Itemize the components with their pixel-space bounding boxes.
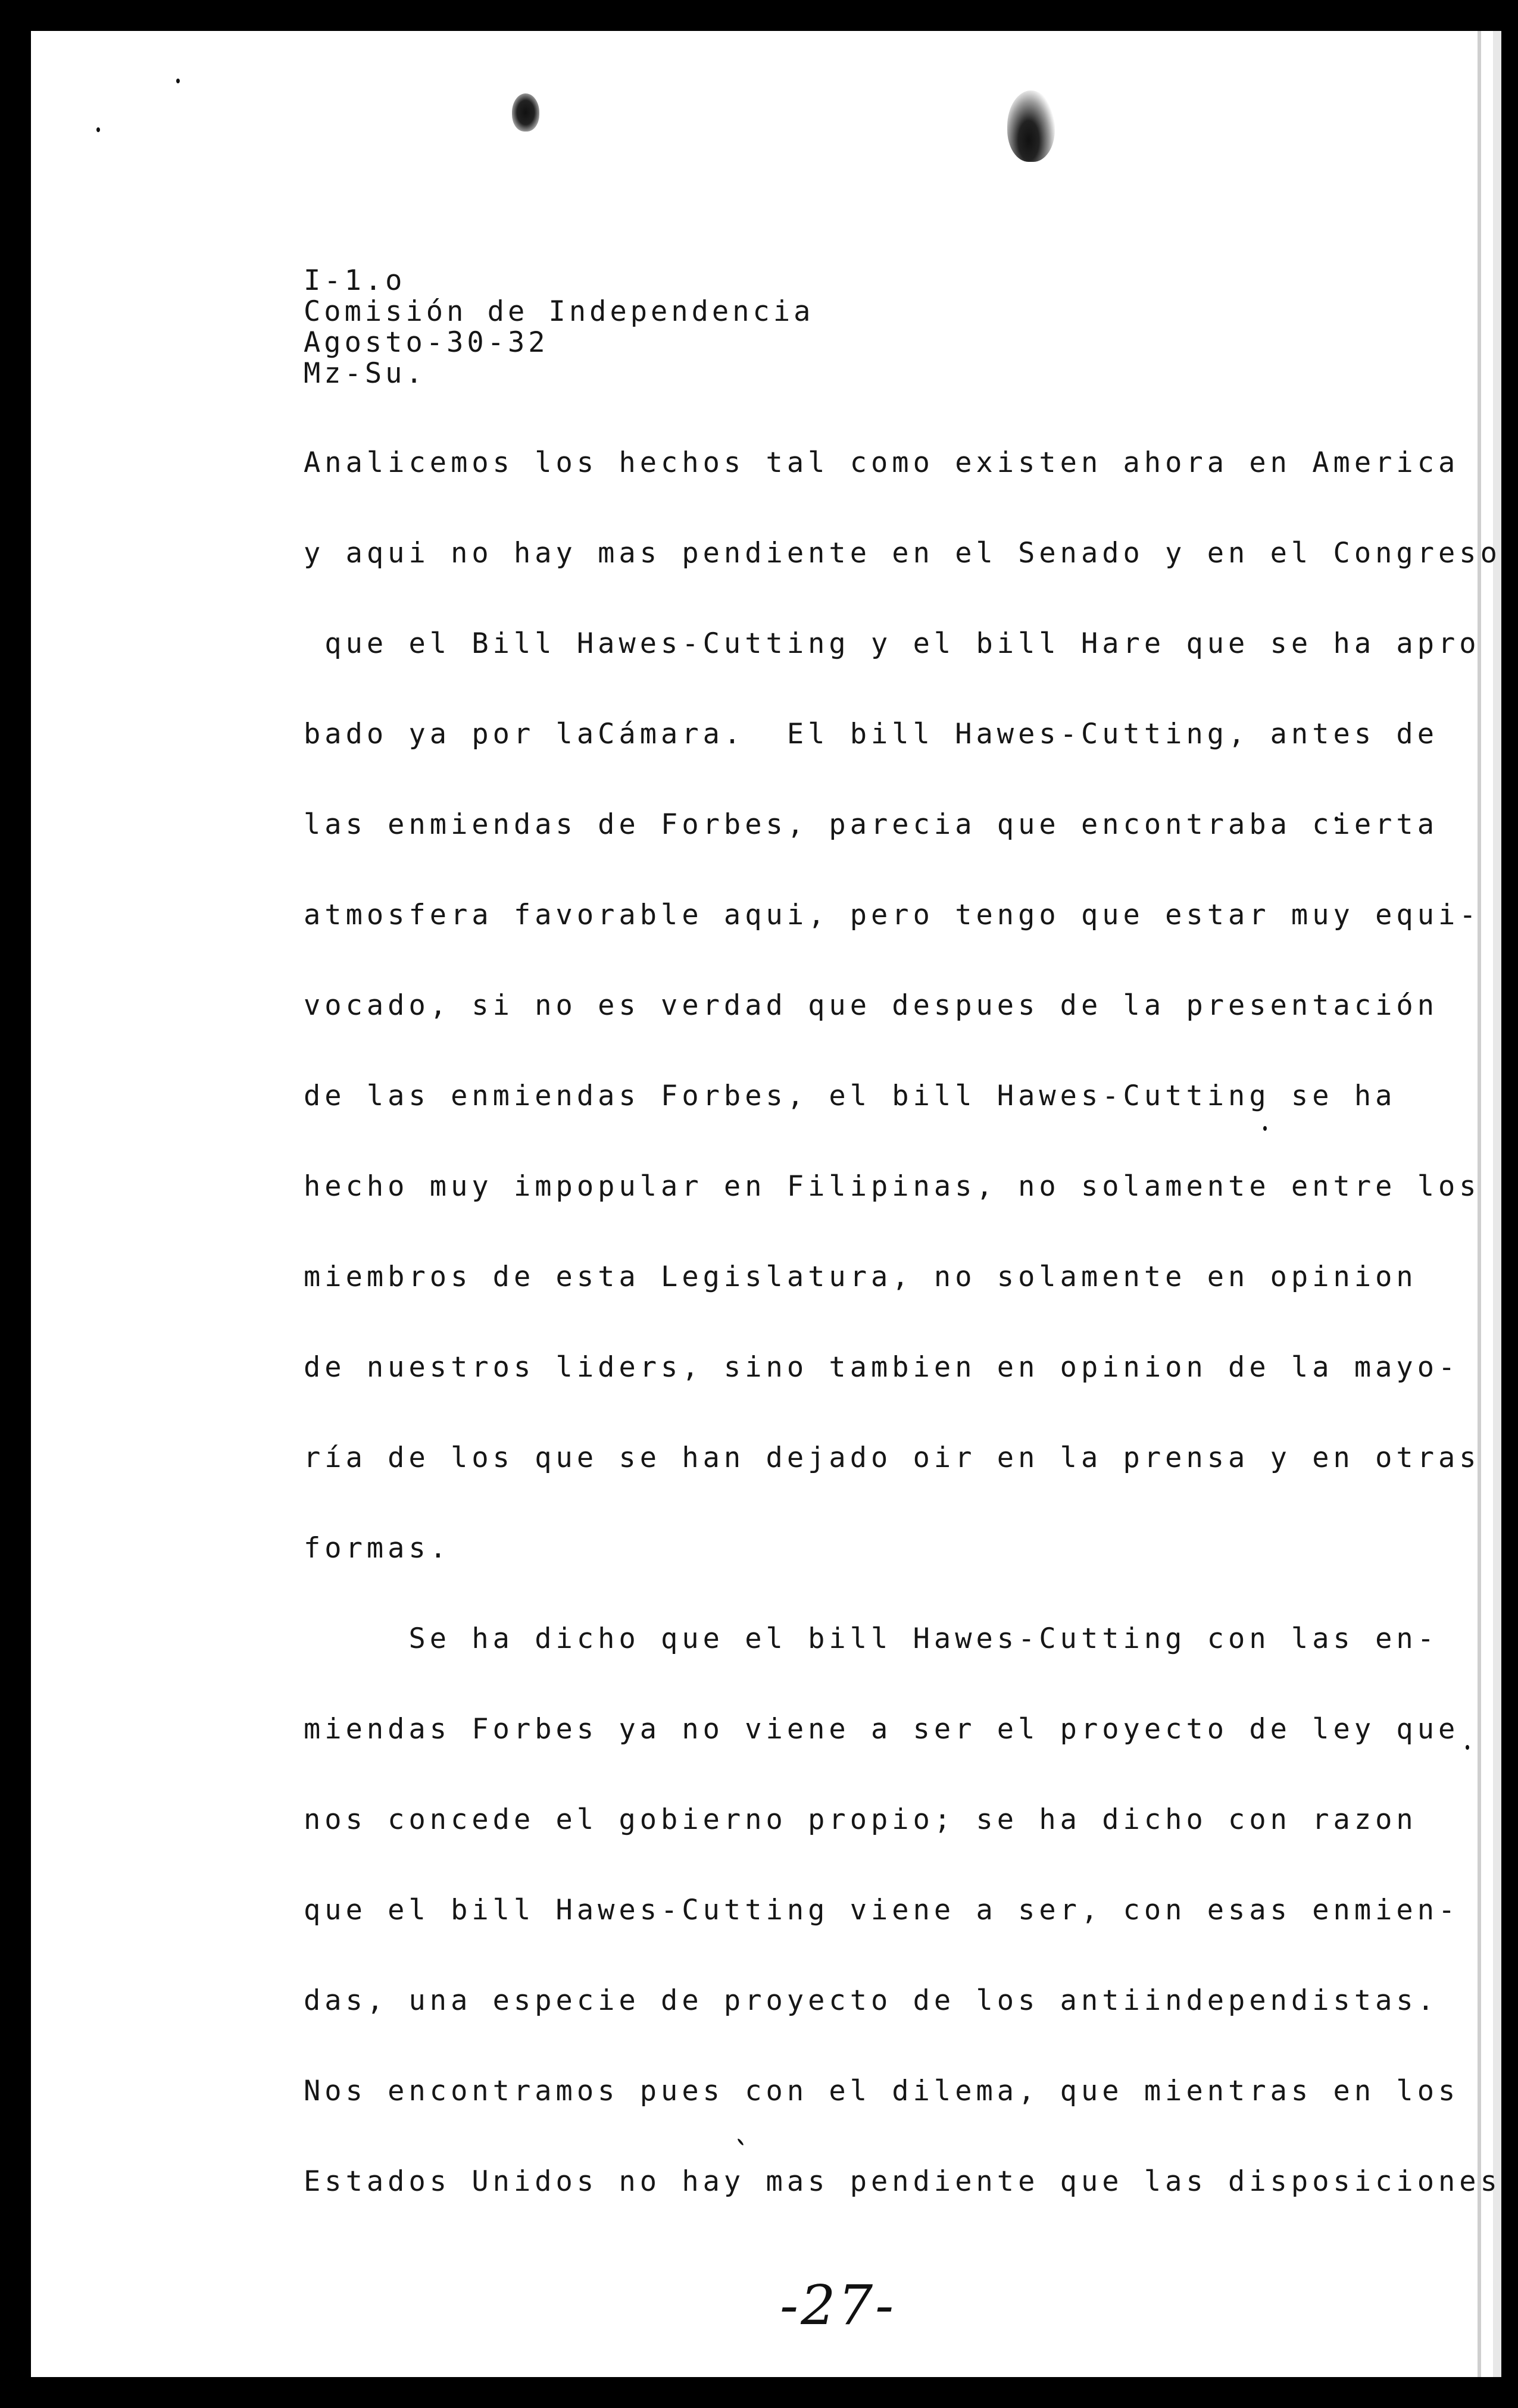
- text-line: miendas Forbes ya no viene a ser el proyecto de ley que: [304, 1713, 1460, 1746]
- document-header: [304, 265, 814, 389]
- text-line: miembros de esta Legislatura, no solamente en opinion: [304, 1261, 1417, 1293]
- text-line: vocado, si no es verdad que despues de la presentación: [304, 989, 1439, 1022]
- ink-speck: [737, 2138, 744, 2146]
- text-line: de nuestros liders, sino tambien en opinion de la mayo-: [304, 1351, 1460, 1384]
- header-commission: Comisión de Independencia: [304, 295, 814, 328]
- ink-speck: [1466, 1745, 1469, 1750]
- punch-hole-right: [1007, 90, 1055, 162]
- punch-hole-left: [512, 93, 539, 132]
- header-initials: Mz-Su.: [304, 357, 426, 390]
- text-line: y aqui no hay mas pendiente en el Senado y en el Congreso: [304, 537, 1501, 570]
- text-line: las enmiendas de Forbes, parecia que encontraba cierta: [304, 808, 1439, 841]
- text-line: Estados Unidos no hay mas pendiente que las disposiciones: [304, 2165, 1501, 2198]
- text-line: hecho muy impopular en Filipinas, no solamente entre los: [304, 1170, 1480, 1203]
- text-line: que el bill Hawes-Cutting viene a ser, con esas enmien-: [304, 1894, 1460, 1927]
- ink-speck: [176, 79, 180, 83]
- page-edge: [1478, 31, 1481, 2377]
- text-line: Nos encontramos pues con el dilema, que mientras en los: [304, 2075, 1460, 2107]
- header-reference: I-1.o: [304, 264, 406, 297]
- text-line: Se ha dicho que el bill Hawes-Cutting con las en-: [304, 1622, 1439, 1655]
- text-line: que el Bill Hawes-Cutting y el bill Hare que se ha apro: [304, 627, 1480, 660]
- page-number: -27-: [780, 2273, 897, 2337]
- text-line: Analicemos los hechos tal como existen ahora en America: [304, 446, 1460, 479]
- text-line: bado ya por laCámara. El bill Hawes-Cutting, antes de: [304, 718, 1439, 750]
- ink-speck: [96, 127, 100, 132]
- text-line: formas.: [304, 1532, 451, 1565]
- text-line: de las enmiendas Forbes, el bill Hawes-Cutting se ha: [304, 1080, 1397, 1112]
- text-line: nos concede el gobierno propio; se ha dicho con razon: [304, 1803, 1417, 1836]
- text-line: das, una especie de proyecto de los antiindependistas.: [304, 1984, 1439, 2017]
- text-line: atmosfera favorable aqui, pero tengo que estar muy equi-: [304, 899, 1480, 931]
- ink-speck: [1263, 1126, 1267, 1131]
- text-line: ría de los que se han dejado oir en la prensa y en otras: [304, 1441, 1480, 1474]
- header-date: Agosto-30-32: [304, 326, 549, 359]
